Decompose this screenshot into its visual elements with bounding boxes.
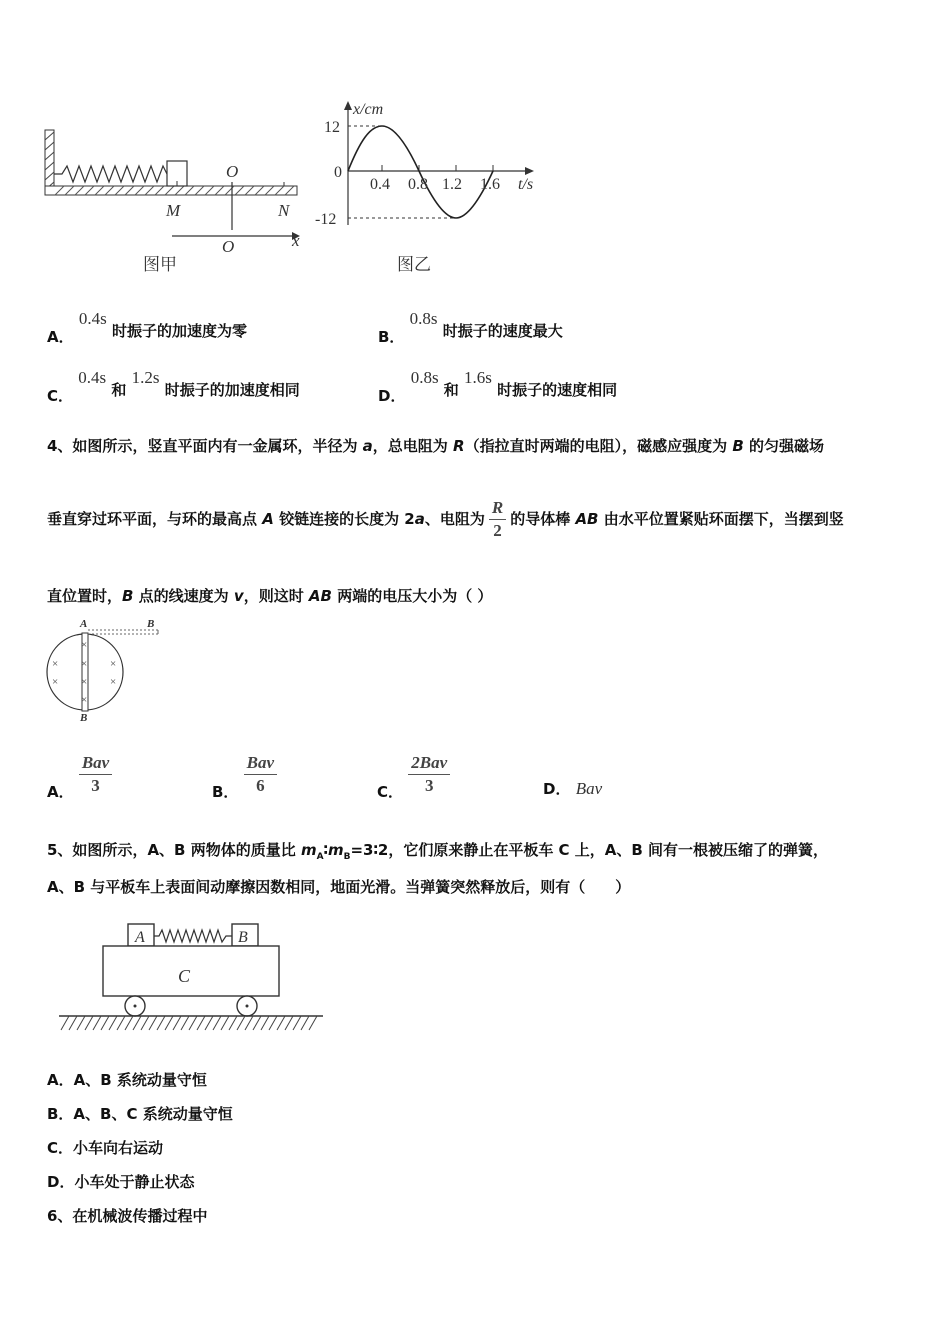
q6-stem: 6、在机械波传播过程中 [47,1207,208,1225]
caption-jia: 图甲 [143,255,177,275]
q4-option-c[interactable]: C． $\frac{\text{2Bav}}{3}$ [377,752,450,797]
q3-d-value1: 0.8s [410,368,439,387]
figure-yi [310,95,550,280]
xlabel: t/s [518,176,534,193]
label-O-top: O [226,162,239,181]
ylabel: x/cm [353,101,384,118]
svg-text:×: × [52,676,59,688]
svg-text:×: × [110,676,117,688]
q5-line2: A、B 与平板车上表面间动摩擦因数相同，地面光滑。当弹簧突然释放后，则有（ ） [47,878,631,896]
q5-option-c[interactable]: C．小车向右运动 [47,1139,164,1157]
label-O-bottom: O [222,237,235,256]
label-M: M [166,201,181,220]
svg-text:B: B [147,618,155,630]
svg-text:×: × [81,694,88,706]
q4-option-a[interactable]: A． $\frac{\text{Bav}}{3}$ [47,752,112,797]
svg-text:B: B [80,712,88,724]
svg-text:×: × [81,676,88,688]
xtick-1.2: 1.2 [442,176,462,193]
q3-a-value: 0.4s [78,309,107,328]
q3-c-value1: 0.4s [78,368,107,387]
svg-text:×: × [52,658,59,670]
svg-text:B: B [238,929,248,946]
q5-option-d[interactable]: D．小车处于静止状态 [47,1173,195,1191]
figure-jia [40,120,310,280]
svg-text:C: C [178,966,191,986]
q5-option-b[interactable]: B．A、B、C 系统动量守恒 [47,1105,233,1123]
q4-option-d[interactable]: D． Bav [543,779,603,798]
q4-line2: 垂直穿过环平面，与环的最高点 A 铰链连接的长度为 2a、电阻为 $\frac{R}{2}$ 的导体棒 AB 由水平位置紧贴环面摆下，当摆到竖 [47,498,844,540]
q3-option-a[interactable]: A． 0.4s 时振子的加速度为零 [47,309,247,346]
sine-curve [348,126,493,218]
xtick-1.6: 1.6 [480,176,500,193]
svg-text:A: A [80,618,88,630]
caption-yi: 图乙 [397,255,431,275]
q4-option-b[interactable]: B． $\frac{\text{Bav}}{6}$ [212,752,277,797]
origin-label: 0 [334,164,342,181]
svg-text:×: × [81,658,88,670]
q4-frac-r-over-2: $\frac{R}{2}$ [489,497,506,542]
label-x: x [292,231,300,250]
q4-line3: 直位置时，B 点的线速度为 v，则这时 AB 两端的电压大小为（ ） [47,587,493,605]
ytick-12: 12 [324,119,340,136]
q3-c-value2: 1.2s [131,368,160,387]
xtick-0.4: 0.4 [370,176,390,193]
figure-ring [40,612,165,727]
q3-d-value2: 1.6s [464,368,492,387]
q3-b-value: 0.8s [409,309,438,328]
q3-option-b[interactable]: B． 0.8s 时振子的速度最大 [378,309,563,346]
q5-line1: 5、如图所示，A、B 两物体的质量比 $m_A∶m_B=3∶2$，它们原来静止在平板车 C 上，A、B 间有一根被压缩了的弹簧， [47,841,829,862]
spring [54,166,170,182]
svg-text:A: A [135,929,145,946]
svg-text:×: × [110,658,117,670]
label-N: N [278,201,290,220]
q3-option-d[interactable]: D． 0.8s 和 1.6s 时振子的速度相同 [378,368,618,405]
q4-line1: 4、如图所示，竖直平面内有一金属环，半径为 a，总电阻为 R（指拉直时两端的电阻），磁感应强度为 B 的匀强磁场 [47,437,824,455]
figure-cart [55,918,330,1036]
q5-option-a[interactable]: A．A、B 系统动量守恒 [47,1071,207,1089]
q3-option-c[interactable]: C． 0.4s 和 1.2s 时振子的加速度相同 [47,368,300,405]
svg-text:×: × [81,639,88,651]
xtick-0.8: 0.8 [408,176,428,193]
ytick-neg12: -12 [315,211,337,228]
